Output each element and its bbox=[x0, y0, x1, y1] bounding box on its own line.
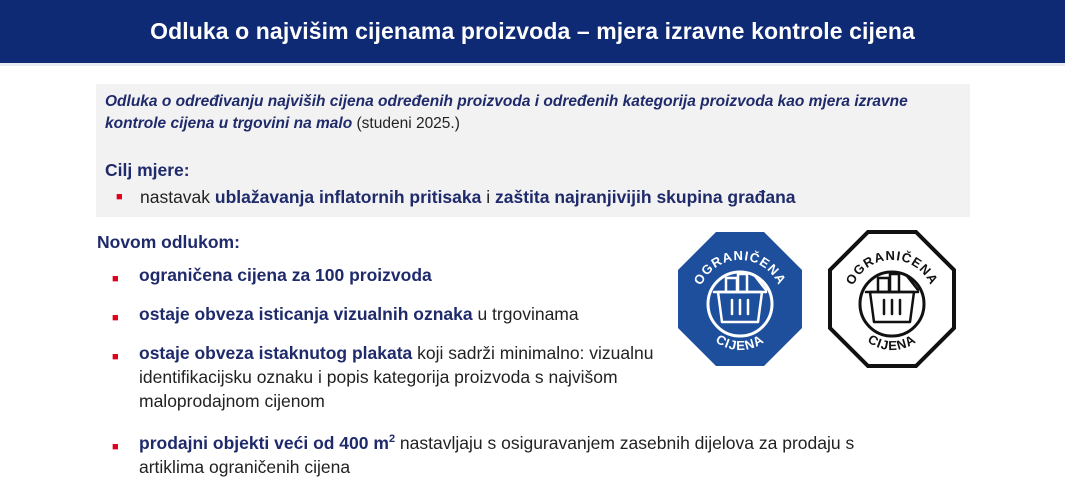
bullet-icon: ■ bbox=[112, 441, 119, 453]
goal-prefix: nastavak bbox=[140, 187, 215, 207]
goal-item bbox=[116, 187, 796, 208]
goal-title: Cilj mjere: bbox=[105, 160, 190, 180]
goal-mid: i bbox=[481, 187, 495, 207]
item-bold: prodajni objekti veći od 400 m bbox=[139, 433, 389, 453]
decision-name: Odluka o određivanju najviših cijena određenih proizvoda i određenih kategorija proizvoda kao mjera izravne kontrole cijena u trgovini na malo bbox=[105, 93, 908, 132]
decision-date: (studeni 2025.) bbox=[352, 115, 460, 132]
price-label-badges bbox=[670, 224, 970, 374]
list-item bbox=[112, 341, 719, 413]
blue-price-badge-icon bbox=[670, 224, 810, 374]
bullet-icon: ■ bbox=[112, 351, 119, 363]
bullet-icon: ■ bbox=[112, 273, 119, 285]
black-price-badge-icon bbox=[822, 224, 962, 374]
blue-badge-bottom-text: CIJENA bbox=[713, 331, 767, 354]
decision-info-box bbox=[96, 84, 970, 217]
list-item bbox=[112, 431, 919, 479]
decision-text bbox=[105, 91, 955, 135]
black-badge-bottom-text: CIJENA bbox=[865, 331, 919, 354]
item-rest: koji sadrži minimalno: vizualnu identifikacijsku oznaku i popis kategorija proizvoda s najvišom maloprodajnom cijenom bbox=[139, 343, 654, 411]
page-title-bar bbox=[0, 0, 1065, 63]
item-bold: ograničena cijena za 100 proizvoda bbox=[139, 265, 432, 285]
page-title: Odluka o najvišim cijenama proizvoda – mjera izravne kontrole cijena bbox=[150, 18, 915, 44]
goal-bold-1: ublažavanja inflatornih pritisaka bbox=[214, 187, 482, 207]
item-rest: u trgovinama bbox=[472, 304, 579, 324]
item-bold: ostaje obveza istaknutog plakata bbox=[139, 343, 413, 363]
item-rest: nastavljaju s osiguravanjem zasebnih dijelova za prodaju s artiklima ograničenih cijena bbox=[139, 433, 855, 477]
item-superscript: 2 bbox=[388, 433, 396, 446]
bullet-icon: ■ bbox=[116, 191, 123, 203]
new-decision-title: Novom odlukom: bbox=[97, 232, 240, 252]
title-divider bbox=[0, 63, 1065, 66]
item-bold: ostaje obveza isticanja vizualnih oznaka bbox=[139, 304, 473, 324]
goal-bold-2: zaštita najranjivijih skupina građana bbox=[495, 187, 796, 207]
black-badge-top-text: OGRANIČENA bbox=[842, 247, 942, 288]
blue-badge-top-text: OGRANIČENA bbox=[690, 247, 790, 288]
bullet-icon: ■ bbox=[112, 312, 119, 324]
